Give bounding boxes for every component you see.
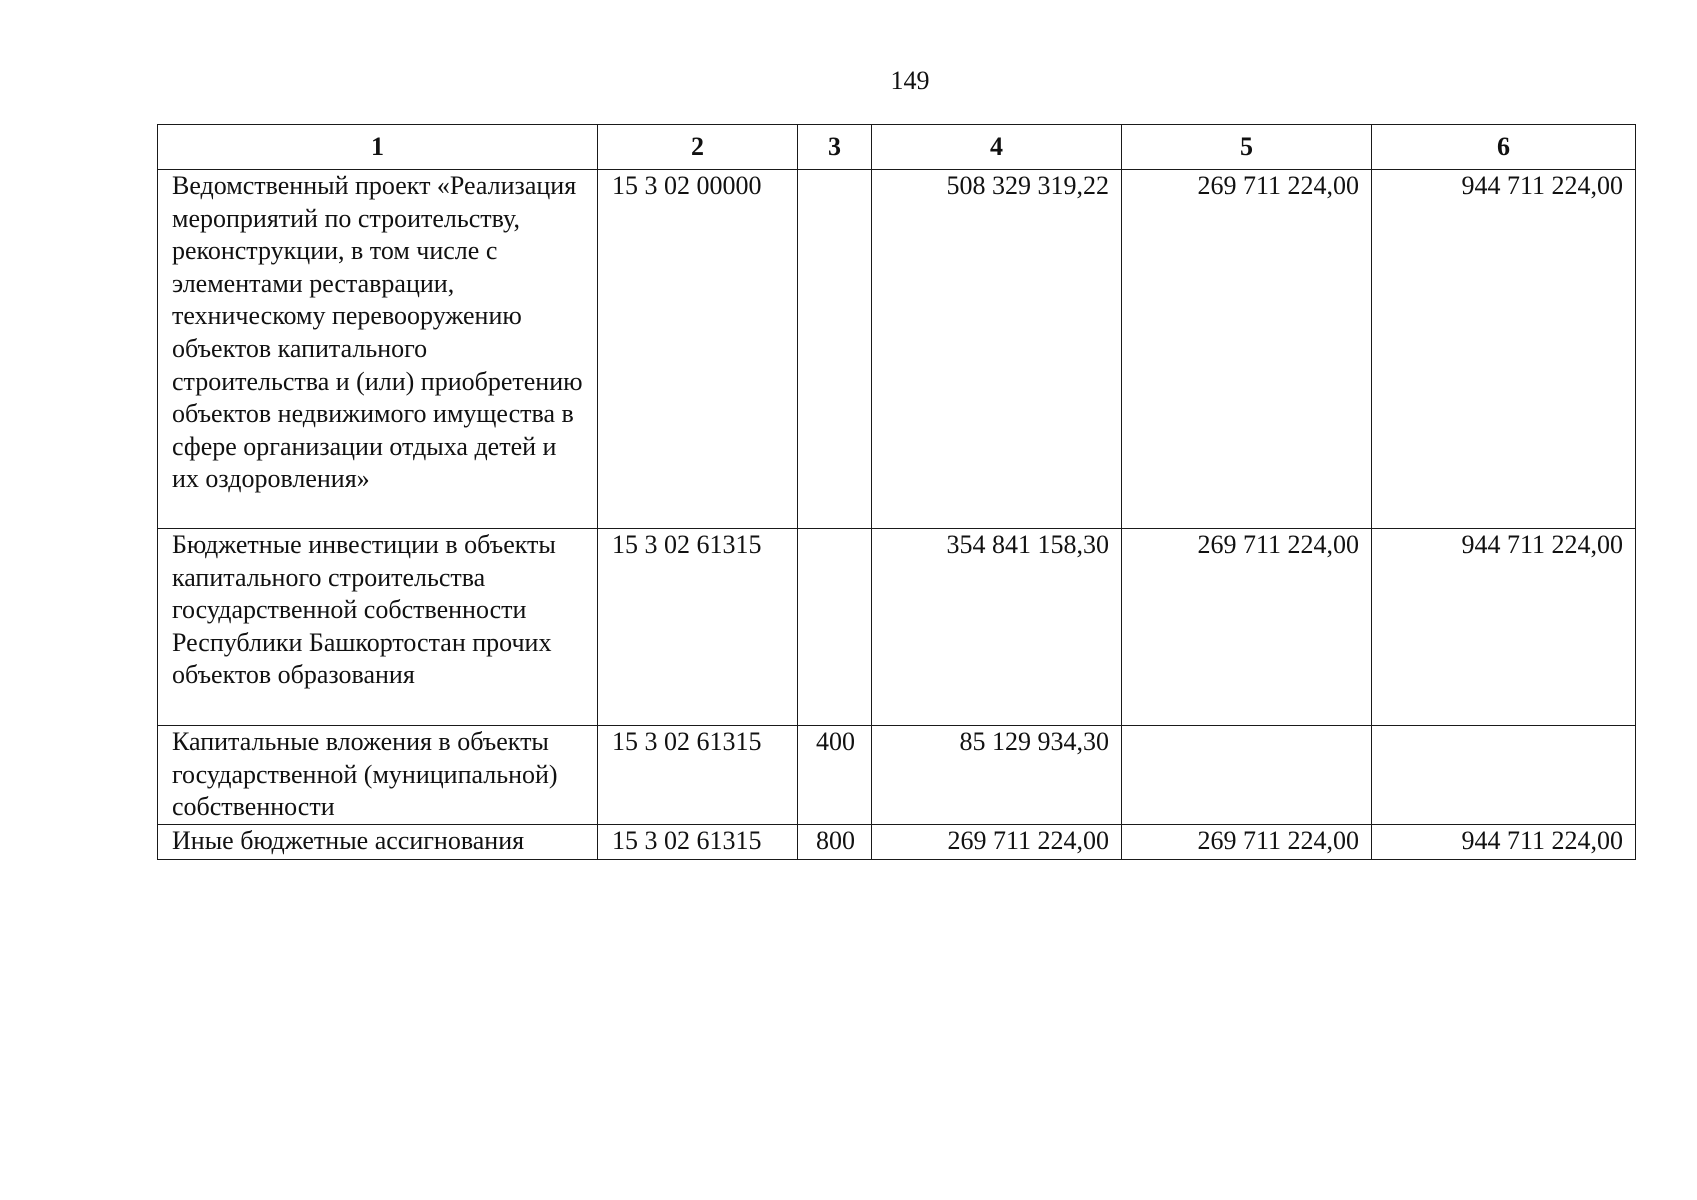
column-header-2: 2 [598,125,798,170]
column-header-5: 5 [1122,125,1372,170]
row-value-6 [1372,726,1636,825]
page-number: 149 [890,66,930,95]
row-type [798,170,872,529]
column-header-4: 4 [872,125,1122,170]
row-type: 800 [798,825,872,860]
row-code: 15 3 02 61315 [598,825,798,860]
row-code: 15 3 02 00000 [598,170,798,529]
row-value-5 [1122,726,1372,825]
row-type [798,529,872,726]
row-value-4: 269 711 224,00 [872,825,1122,860]
row-code: 15 3 02 61315 [598,726,798,825]
row-value-4: 85 129 934,30 [872,726,1122,825]
row-type: 400 [798,726,872,825]
row-value-6: 944 711 224,00 [1372,825,1636,860]
row-value-5: 269 711 224,00 [1122,529,1372,726]
row-value-4: 354 841 158,30 [872,529,1122,726]
row-value-4: 508 329 319,22 [872,170,1122,529]
row-name: Ведомственный проект «Реализация мероприятий по строительству, реконструкции, в том числе с элементами реставрации, техническому перевооружению объектов капитального строительства и (или) приобретению объектов недвижимого имущества в сфере организации отдыха детей и их оздоровления» [158,170,598,529]
table-row [158,726,1636,825]
row-code: 15 3 02 61315 [598,529,798,726]
table-row [158,529,1636,726]
column-header-6: 6 [1372,125,1636,170]
row-value-6: 944 711 224,00 [1372,529,1636,726]
row-name: Капитальные вложения в объекты государственной (муниципальной) собственности [158,726,598,825]
budget-table [157,124,1636,860]
table-row [158,825,1636,860]
table-row [158,170,1636,529]
row-value-6: 944 711 224,00 [1372,170,1636,529]
column-header-1: 1 [158,125,598,170]
column-header-3: 3 [798,125,872,170]
row-value-5: 269 711 224,00 [1122,170,1372,529]
table-header-row [158,125,1636,170]
row-name: Иные бюджетные ассигнования [158,825,598,860]
row-name: Бюджетные инвестиции в объекты капитального строительства государственной собственности Республики Башкортостан прочих объектов образования [158,529,598,726]
row-value-5: 269 711 224,00 [1122,825,1372,860]
